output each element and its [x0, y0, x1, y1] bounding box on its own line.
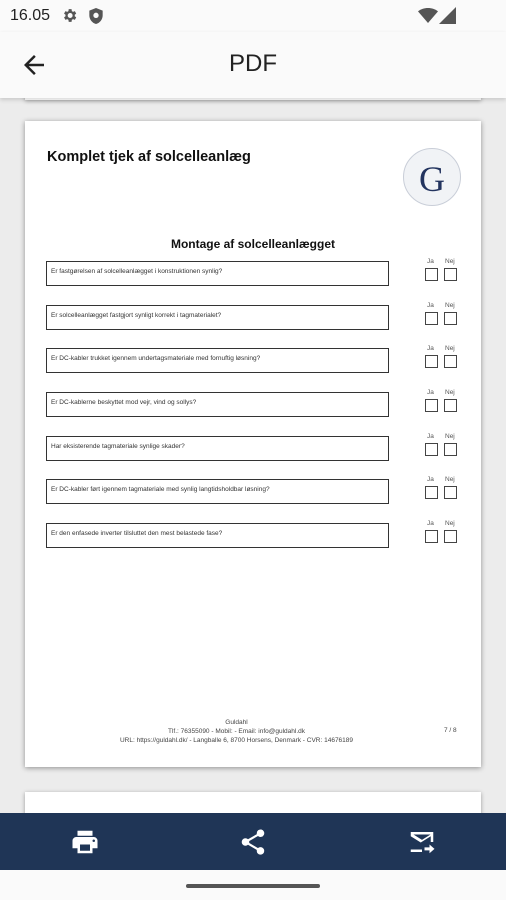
no-label: Nej	[445, 345, 455, 352]
question-text: Er fastgørelsen af solcelleanlægget i konstruktionen synlig?	[51, 268, 223, 275]
app-bar	[0, 32, 506, 98]
question-field	[46, 479, 389, 504]
question-text: Har eksisterende tagmateriale synlige skader?	[51, 443, 185, 450]
question-field	[46, 348, 389, 373]
yes-checkbox[interactable]	[425, 443, 438, 456]
company-logo	[403, 148, 461, 206]
no-checkbox[interactable]	[444, 530, 457, 543]
pdf-page	[25, 121, 481, 767]
no-label: Nej	[445, 389, 455, 396]
yes-label: Ja	[427, 258, 434, 265]
yes-label: Ja	[427, 389, 434, 396]
question-text: Er DC-kablerne beskyttet mod vejr, vind og sollys?	[51, 399, 197, 406]
footer-company: Guldahl	[225, 719, 248, 726]
next-page	[25, 792, 481, 813]
shield-icon	[88, 7, 104, 25]
previous-page	[25, 98, 481, 100]
no-checkbox[interactable]	[444, 486, 457, 499]
yes-label: Ja	[427, 302, 434, 309]
question-field	[46, 436, 389, 461]
question-field	[46, 261, 389, 286]
footer-contact: Tlf.: 76355090 - Mobil: - Email: info@guldahl.dk	[167, 728, 306, 735]
question-text: Er solcelleanlægget fastgjort synligt korrekt i tagmaterialet?	[51, 312, 222, 319]
yes-checkbox[interactable]	[425, 399, 438, 412]
footer-address: URL: https://guldahl.dk/ - Langballe 6, 8700 Horsens, Denmark - CVR: 14676189	[119, 737, 354, 744]
yes-label: Ja	[427, 520, 434, 527]
cellular-signal-icon	[439, 7, 456, 24]
question-field	[46, 523, 389, 548]
bottom-action-bar	[0, 813, 506, 870]
no-label: Nej	[445, 520, 455, 527]
wifi-icon	[418, 7, 438, 24]
question-text: Er DC-kabler ført igennem tagmateriale med synlig langtidsholdbar løsning?	[51, 486, 270, 493]
yes-checkbox[interactable]	[425, 312, 438, 325]
share-icon[interactable]	[238, 827, 268, 857]
email-forward-icon[interactable]	[407, 827, 437, 857]
gear-icon	[61, 7, 78, 24]
no-checkbox[interactable]	[444, 312, 457, 325]
document-title: Komplet tjek af solcelleanlæg	[47, 149, 251, 165]
yes-checkbox[interactable]	[425, 268, 438, 281]
page-title: PDF	[229, 50, 277, 77]
no-checkbox[interactable]	[444, 355, 457, 368]
yes-label: Ja	[427, 433, 434, 440]
no-checkbox[interactable]	[444, 268, 457, 281]
no-label: Nej	[445, 302, 455, 309]
yes-label: Ja	[427, 345, 434, 352]
no-label: Nej	[445, 476, 455, 483]
question-text: Er den enfasede inverter tilsluttet den mest belastede fase?	[51, 530, 223, 537]
question-field	[46, 305, 389, 330]
yes-checkbox[interactable]	[425, 530, 438, 543]
no-label: Nej	[445, 258, 455, 265]
page-number: 7 / 8	[444, 727, 457, 734]
no-label: Nej	[445, 433, 455, 440]
section-title: Montage af solcelleanlægget	[170, 237, 336, 251]
pdf-viewer[interactable]	[0, 98, 506, 813]
logo-letter: G	[419, 159, 445, 199]
question-field	[46, 392, 389, 417]
print-icon[interactable]	[70, 827, 100, 857]
home-gesture-handle[interactable]	[186, 884, 320, 888]
yes-checkbox[interactable]	[425, 486, 438, 499]
system-nav-bar	[0, 870, 506, 900]
yes-label: Ja	[427, 476, 434, 483]
yes-checkbox[interactable]	[425, 355, 438, 368]
no-checkbox[interactable]	[444, 399, 457, 412]
status-bar	[0, 0, 506, 32]
no-checkbox[interactable]	[444, 443, 457, 456]
status-time: 16.05	[10, 7, 51, 24]
page-footer	[25, 718, 448, 745]
question-text: Er DC-kabler trukket igennem undertagsmateriale med fornuftig løsning?	[51, 355, 261, 362]
